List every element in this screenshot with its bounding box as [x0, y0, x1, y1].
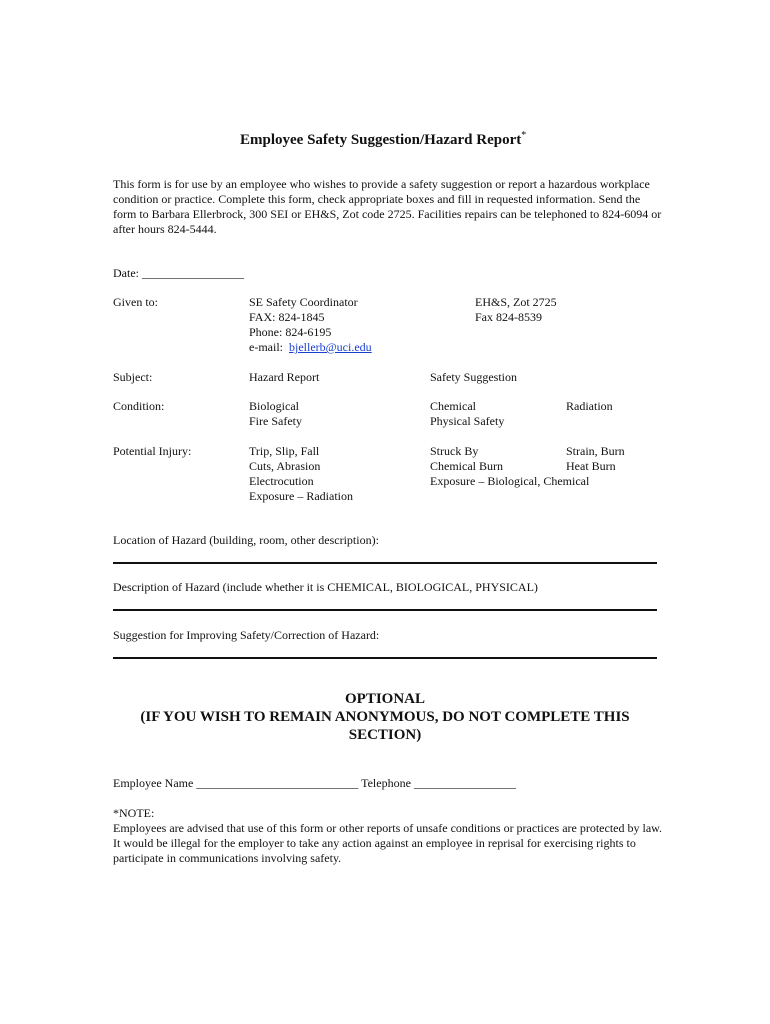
injury-chemical-burn-option[interactable]: Chemical Burn — [430, 459, 503, 473]
condition-label: Condition: — [113, 399, 165, 413]
injury-trip-option[interactable]: Trip, Slip, Fall — [249, 444, 320, 458]
condition-chemical-option[interactable]: Chemical — [430, 399, 476, 413]
title-text: Employee Safety Suggestion/Hazard Report — [240, 132, 522, 148]
ehs-address: EH&S, Zot 2725 — [475, 295, 557, 309]
optional-heading — [113, 690, 657, 744]
optional-line-1: OPTIONAL — [344, 691, 425, 707]
injury-cuts-option[interactable]: Cuts, Abrasion — [249, 459, 321, 473]
suggestion-input-line[interactable] — [113, 657, 657, 659]
date-field[interactable]: Date: _________________ — [113, 266, 244, 280]
description-input-line[interactable] — [113, 609, 657, 611]
description-label: Description of Hazard (include whether it is CHEMICAL, BIOLOGICAL, PHYSICAL) — [113, 580, 538, 594]
injury-exposure-bio-chem-option[interactable]: Exposure – Biological, Chemical — [430, 474, 590, 488]
location-input-line[interactable] — [113, 562, 657, 564]
injury-label: Potential Injury: — [113, 444, 192, 458]
note-text: Employees are advised that use of this form or other reports of unsafe conditions or practices are protected by law. It would be illegal for the employer to take any action against an employee in reprisal for exercising rights to participate in communications involving safety. — [113, 821, 663, 865]
subject-safety-suggestion-option[interactable]: Safety Suggestion — [430, 370, 517, 384]
email-label: e-mail: — [249, 340, 283, 354]
title-asterisk: * — [521, 130, 527, 141]
condition-physical-safety-option[interactable]: Physical Safety — [430, 414, 505, 428]
page-title — [240, 130, 526, 149]
location-label: Location of Hazard (building, room, other description): — [113, 533, 379, 547]
condition-fire-safety-option[interactable]: Fire Safety — [249, 414, 302, 428]
subject-hazard-report-option[interactable]: Hazard Report — [249, 370, 320, 384]
coordinator-name: SE Safety Coordinator — [249, 295, 358, 309]
injury-strain-burn-option[interactable]: Strain, Burn — [566, 444, 625, 458]
condition-biological-option[interactable]: Biological — [249, 399, 299, 413]
coordinator-email — [249, 340, 372, 355]
injury-heat-burn-option[interactable]: Heat Burn — [566, 459, 616, 473]
suggestion-label: Suggestion for Improving Safety/Correction of Hazard: — [113, 628, 380, 642]
coordinator-fax: FAX: 824-1845 — [249, 310, 325, 324]
intro-paragraph: This form is for use by an employee who wishes to provide a safety suggestion or report a hazardous workplace condition or practice. Complete this form, check appropriate boxes and fill in requested information. Send the form to Barbara Ellerbrock, 300 SEI or EH&S, Zot code 2725. Facilities repairs can be telephoned to 824-6094 or after hours 824-5444. — [113, 177, 662, 236]
condition-radiation-option[interactable]: Radiation — [566, 399, 613, 413]
coordinator-phone: Phone: 824-6195 — [249, 325, 332, 339]
given-to-label: Given to: — [113, 295, 158, 309]
injury-struck-by-option[interactable]: Struck By — [430, 444, 479, 458]
optional-line-2: (IF YOU WISH TO REMAIN ANONYMOUS, DO NOT COMPLETE THIS — [140, 709, 630, 725]
injury-exposure-radiation-option[interactable]: Exposure – Radiation — [249, 489, 353, 503]
note-label: *NOTE: — [113, 806, 155, 820]
optional-line-3: SECTION) — [348, 727, 422, 743]
employee-name-telephone-field[interactable]: Employee Name ___________________________ Telephone _________________ — [113, 776, 516, 790]
email-link[interactable]: bjellerb@uci.edu — [288, 340, 372, 354]
subject-label: Subject: — [113, 370, 153, 384]
ehs-fax: Fax 824-8539 — [475, 310, 542, 324]
injury-electrocution-option[interactable]: Electrocution — [249, 474, 314, 488]
